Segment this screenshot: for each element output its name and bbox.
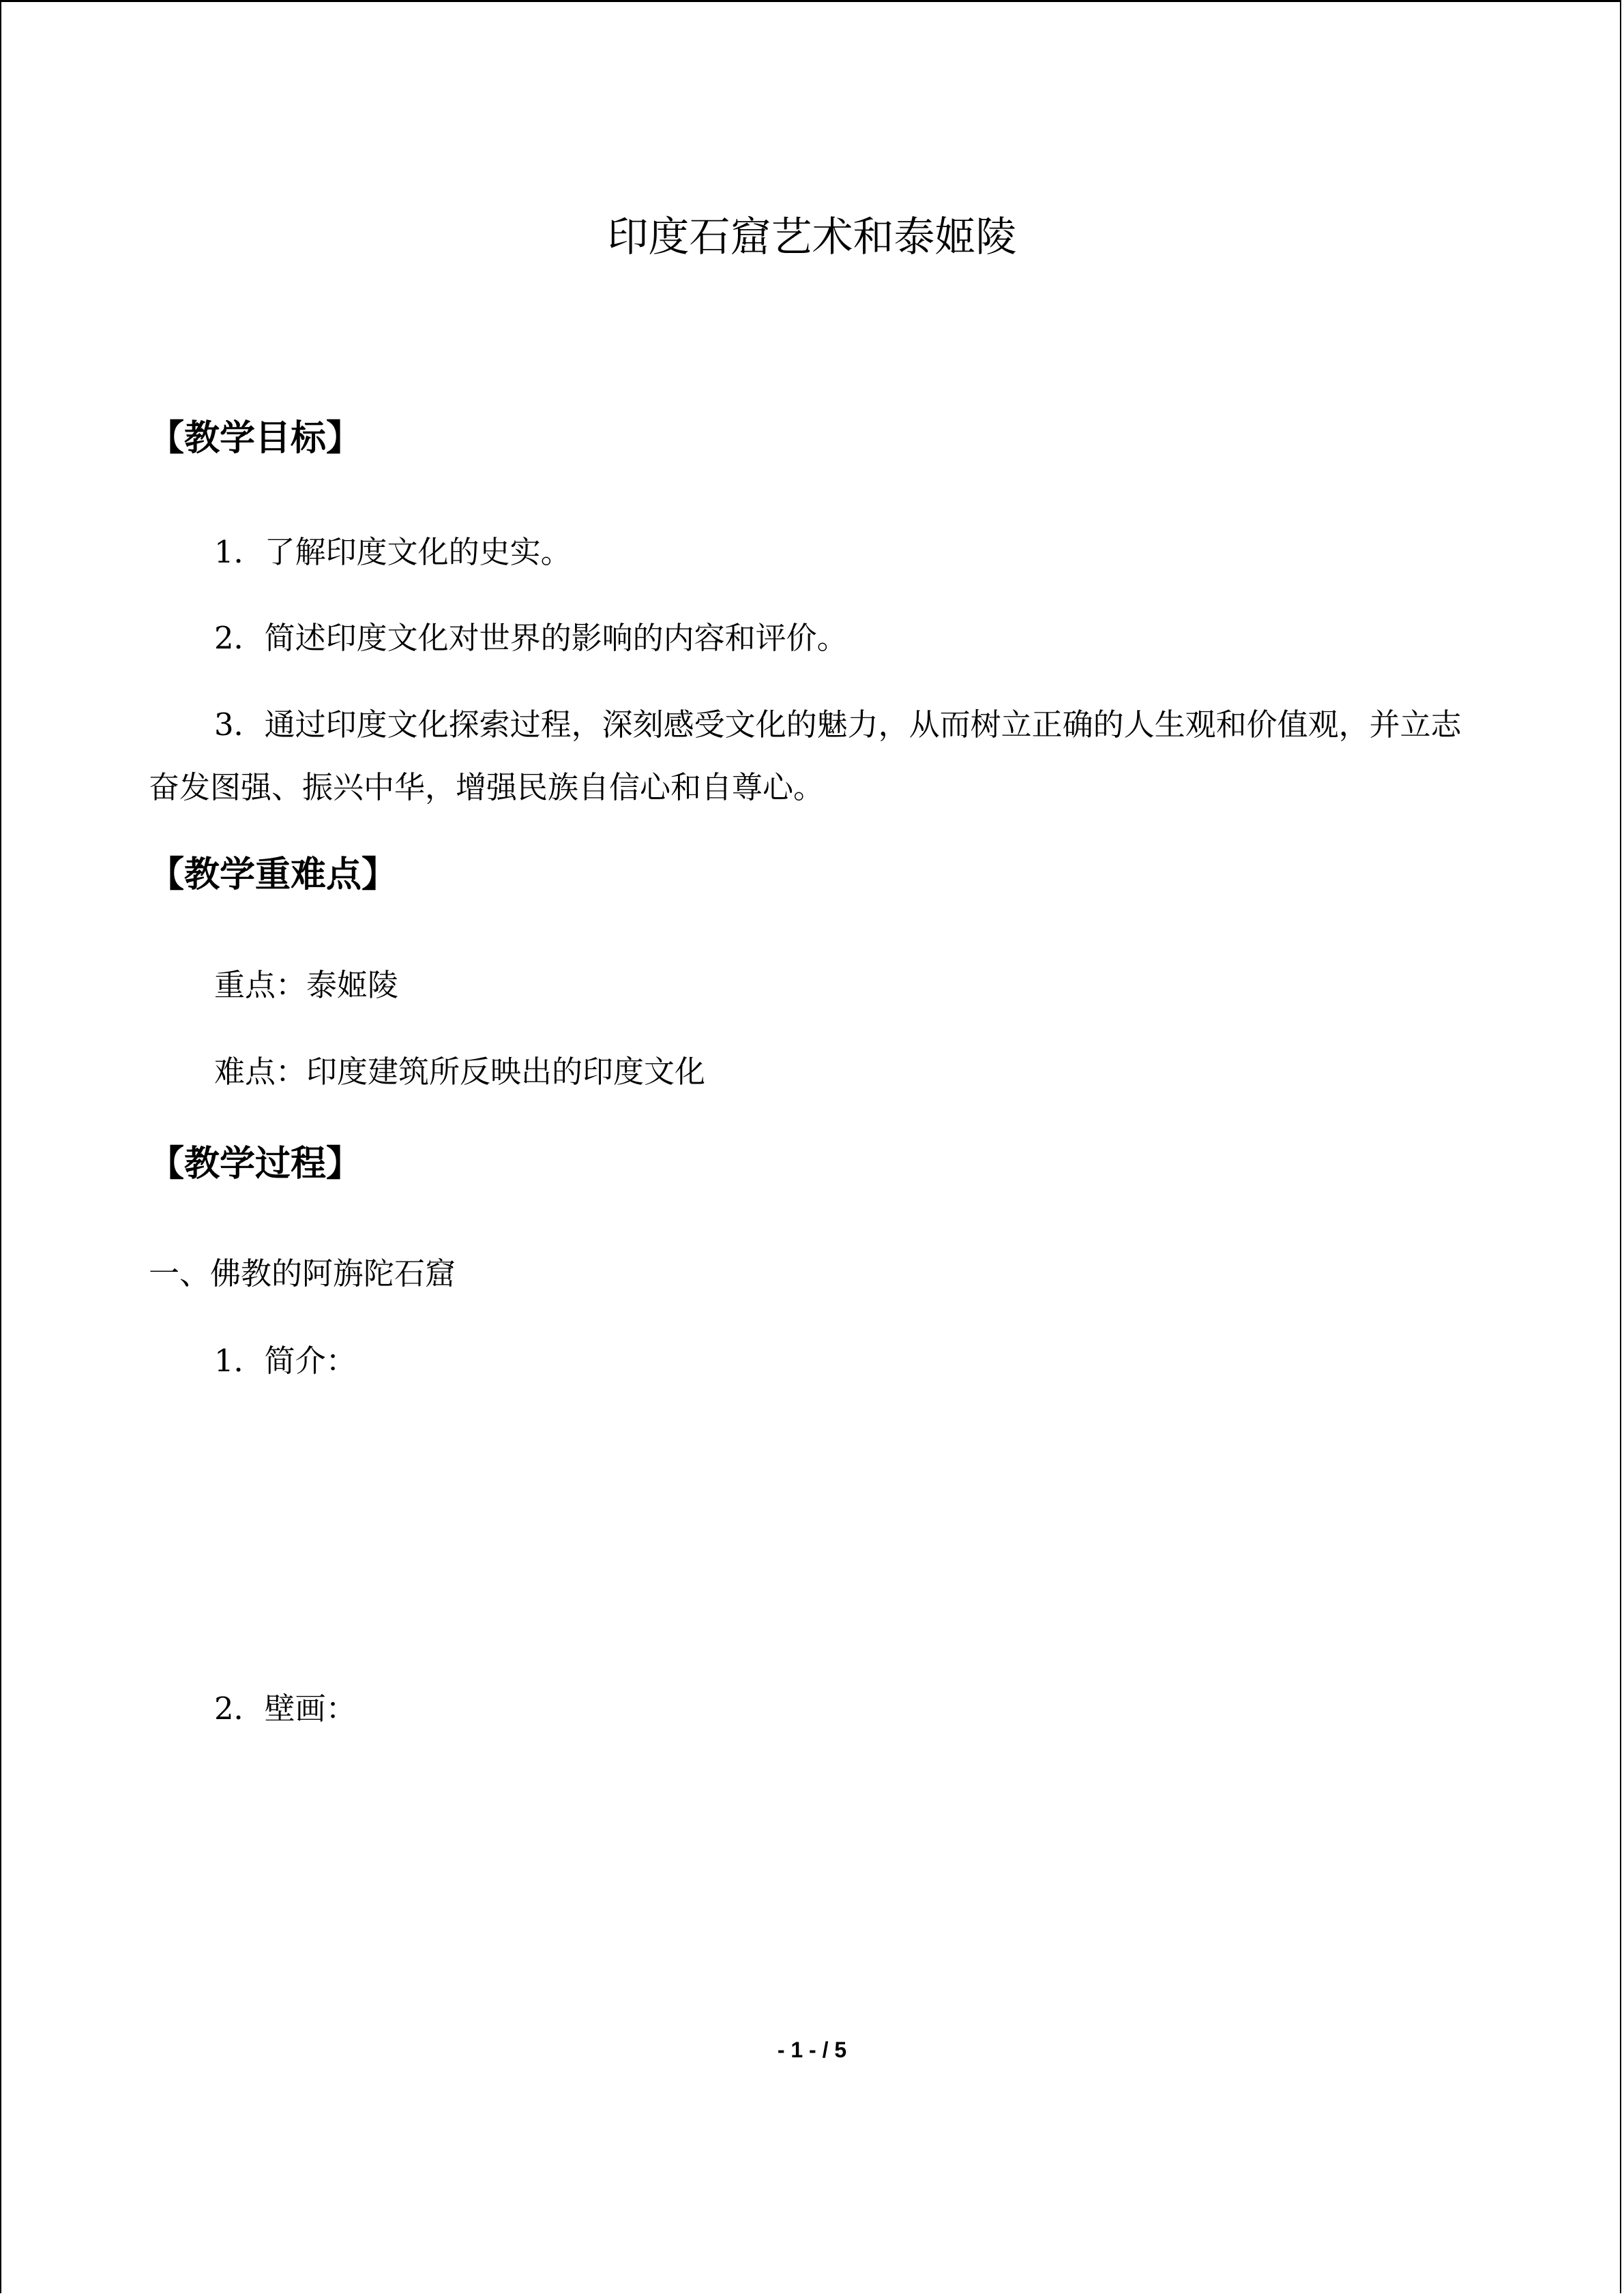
process-item-murals: 2．壁画： [214,1690,357,1727]
heading-process: 【教学过程】 [149,1144,362,1184]
page-number: - 1 - / 5 [777,2038,847,2062]
document-title: 印度石窟艺术和泰姬陵 [607,213,1017,261]
difficult-point: 难点：印度建筑所反映出的印度文化 [214,1054,706,1090]
process-item-intro: 1．简介： [214,1343,357,1379]
objective-item-2: 2．简述印度文化对世界的影响的内容和评价。 [214,620,848,656]
heading-objectives: 【教学目标】 [149,418,362,459]
process-part-one: 一、佛教的阿旃陀石窟 [149,1255,456,1292]
key-point: 重点：泰姬陵 [214,967,399,1003]
objective-item-1: 1．了解印度文化的史实。 [214,534,572,570]
heading-key-points: 【教学重难点】 [149,854,398,895]
objective-item-3: 3．通过印度文化探索过程，深刻感受文化的魅力，从而树立正确的人生观和价值观，并立志奋发图强、振兴中华，增强民族自信心和自尊心。 [149,706,1462,805]
